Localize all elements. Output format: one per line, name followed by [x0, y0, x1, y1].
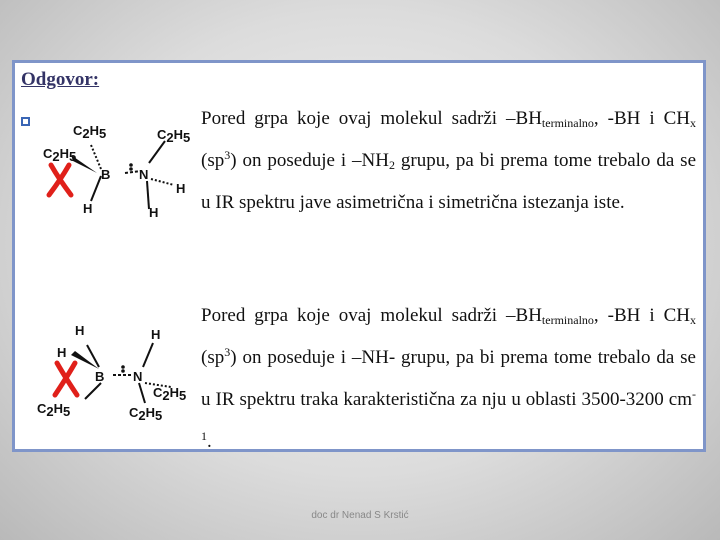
atom-c2h5-top: C2H5 [73, 123, 107, 141]
atom-c2h5-bottom: C2H5 [129, 405, 163, 423]
atom-hydrogen: H [149, 205, 159, 220]
answer-paragraph-1: Pored grpa koje ovaj molekul sadrži $-BH_{terminalno}$, -BH i $CH_x$ $(sp^3)$ on poseduje i $-NH_2$ grupu, pa bi prema tome trebalo da se u IR spektru jave asimetrična i simetrična istezanja iste. [201, 108, 697, 213]
molecule-structure-2 [29, 313, 205, 423]
atom-c2h5-right: C2H5 [157, 127, 191, 145]
answer-paragraph-2: Pored grpa koje ovaj molekul sadrži $-BH_{terminalno}$, -BH i $CH_x$ $(sp^3)$ on poseduje i –NH- grupu, pa bi prema tome trebalo da se u IR spektru traka karakteristična za nju u oblasti 3500-3200 $cm^{-1}$. [201, 305, 696, 452]
atom-hydrogen: H [151, 327, 161, 342]
atom-nitrogen: N [133, 369, 143, 384]
atom-c2h5-right: C2H5 [153, 385, 187, 403]
molecule-structure-1 [29, 113, 199, 223]
red-cross-icon [55, 363, 77, 395]
atom-c2h5-bottom-left: C2H5 [37, 401, 71, 419]
atom-hydrogen: H [83, 201, 93, 216]
atom-nitrogen: N [139, 167, 149, 182]
red-cross-icon [49, 165, 71, 195]
footer-author: doc dr Nenad S Krstić [311, 510, 409, 521]
slide-content-box [12, 60, 706, 452]
atom-hydrogen: H [176, 181, 186, 196]
atom-c2h5-left: C2H5 [43, 146, 77, 164]
atom-hydrogen: H [75, 323, 85, 338]
atom-hydrogen: H [57, 345, 67, 360]
answer-heading: Odgovor: [21, 69, 100, 90]
atom-boron: B [101, 167, 111, 182]
atom-boron: B [95, 369, 105, 384]
